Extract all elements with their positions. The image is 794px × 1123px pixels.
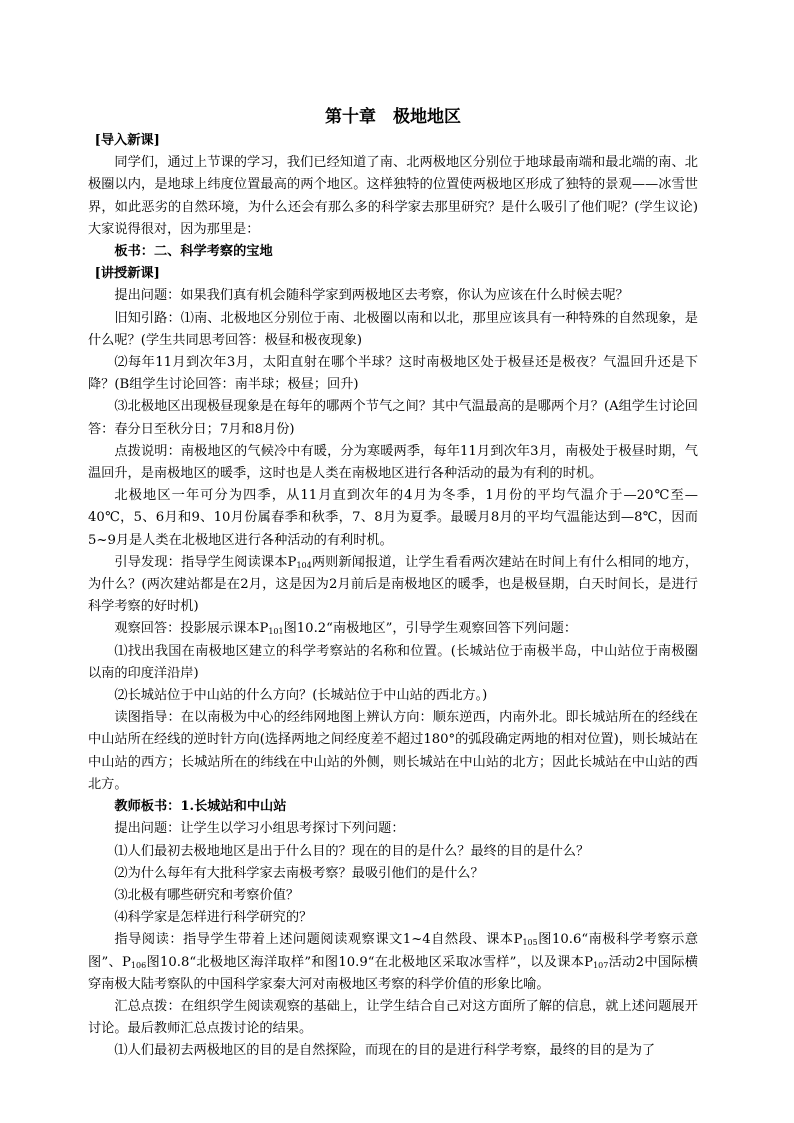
text: 图10.8“北极地区海洋取样”和图10.9“在北极地区采取冰雪样”，以及课本P xyxy=(146,954,594,970)
paragraph: 北极地区一年可分为四季，从11月直到次年的4月为冬季，1月份的平均气温介于—20℃至—40℃，5、6月和9、10月份属春季和秋季，7、8月为夏季。最暖月8月的平均气温能达到—8℃，因而5~9月是人类在北极地区进行各种活动的有利时机。 xyxy=(88,488,698,548)
paragraph: 读图指导：在以南极为中心的经纬网地图上辨认方向：顺东逆西，内南外北。即长城站所在的经线在中山站所在经线的逆时针方向(选择两地之间经度差不超过180°的弧段确定两地的相对位置)，则长城站在中山站的西方；长城站所在的纬线在中山站的外侧，则长城站在中山站的北方；因此长城站在中山站的西北方。 xyxy=(88,710,698,792)
page-subscript: 106 xyxy=(130,960,147,970)
paragraph xyxy=(88,929,698,996)
page-subscript: 107 xyxy=(593,960,609,970)
text: 观察回答：投影展示课本P xyxy=(114,621,269,637)
paragraph: 提出问题：如果我们真有机会随科学家到两极地区去考察，你认为应该在什么时候去呢？ xyxy=(114,288,629,304)
page-title: 第十章 极地地区 xyxy=(325,107,461,127)
paragraph xyxy=(88,552,698,619)
paragraph: 旧知引路：⑴南、北极地区分别位于南、北极圈以南和以北，那里应该具有一种特殊的自然现象，是什么呢？(学生共同思考回答：极昼和极夜现象) xyxy=(88,310,698,348)
paragraph: 汇总点拨：在组织学生阅读观察的基础上，让学生结合自己对这方面所了解的信息，就上述问题展开讨论。最后教师汇总点拨讨论的结果。 xyxy=(88,998,698,1037)
document-page xyxy=(88,104,698,1063)
paragraph: ⑴人们最初去两极地区的目的是自然探险，而现在的目的是进行科学考察，最终的目的是为了 xyxy=(114,1043,656,1059)
question-item: ⑶北极有哪些研究和考察价值？ xyxy=(114,887,300,903)
question-item: ⑷科学家是怎样进行科学研究的？ xyxy=(114,910,313,926)
text: 图10.2“南极地区”，引导学生观察回答下列问题： xyxy=(283,621,578,637)
text: 指导阅读：指导学生带着上述问题阅读观察课文1~4自然段、课本P xyxy=(114,932,523,948)
paragraph: 提出问题：让学生以学习小组思考探讨下列问题： xyxy=(114,821,405,837)
paragraph: ⑵每年11月到次年3月，太阳直射在哪个半球？这时南极地区处于极昼还是极夜？气温回升还是下降？(B组学生讨论回答：南半球；极昼；回升) xyxy=(88,355,698,393)
text: 引导发现：指导学生阅读课本P xyxy=(114,554,297,570)
board-heading: 板书：二、科学考察的宝地 xyxy=(114,244,273,260)
board-heading: 教师板书：1.长城站和中山站 xyxy=(114,799,287,815)
paragraph: 点拨说明：南极地区的气候冷中有暖，分为寒暖两季，每年11月到次年3月，南极处于极昼时期，气温回升，是南极地区的暖季，这时也是人类在南极地区进行各种活动的最为有利的时机。 xyxy=(88,443,698,482)
paragraph: 同学们，通过上节课的学习，我们已经知道了南、北两极地区分别位于地球最南端和最北端的南、北极圈以内，是地球上纬度位置最高的两个地区。这样独特的位置使两极地区形成了独特的景观——冰雪世界，如此恶劣的自然环境，为什么还会有那么多的科学家去那里研究？是什么吸引了他们呢？(学生议论)大家说得很对，因为那里是： xyxy=(88,155,698,237)
page-subscript: 101 xyxy=(268,627,284,637)
section-heading-lecture: [讲授新课] xyxy=(94,266,160,282)
paragraph: ⑵长城站位于中山站的什么方向？(长城站位于中山站的西北方。) xyxy=(114,688,488,704)
question-item: ⑴人们最初去极地地区是出于什么目的？现在的目的是什么？最终的目的是什么？ xyxy=(114,843,590,859)
text: 活动2中国际横穿南极大陆考察队的中国科学家秦大河对南极地区考察的科学价值的形象比喻。 xyxy=(88,954,698,992)
paragraph: ⑴找出我国在南极地区建立的科学考察站的名称和位置。(长城站位于南极半岛，中山站位于南极圈以南的印度洋沿岸) xyxy=(88,643,698,681)
question-item: ⑵为什么每年有大批科学家去南极考察？最吸引他们的是什么？ xyxy=(114,865,484,881)
paragraph: ⑶北极地区出现极昼现象是在每年的哪两个节气之间？其中气温最高的是哪两个月？(A组学生讨论回答：春分日至秋分日；7月和8月份) xyxy=(88,399,698,437)
page-subscript: 105 xyxy=(522,938,538,948)
text: 两则新闻报道，让学生看看两次建站在时间上有什么相同的地方，为什么？(两次建站都是在2月，这是因为2月前后是南极地区的暖季，也是极昼期，白天时间长，是进行科学考察的好时机) xyxy=(88,554,699,615)
section-heading-intro: [导入新课] xyxy=(94,133,160,148)
text: 图10.6“南极科学考察示意图”、P xyxy=(88,932,699,970)
page-subscript: 104 xyxy=(296,560,312,570)
paragraph xyxy=(88,618,698,640)
